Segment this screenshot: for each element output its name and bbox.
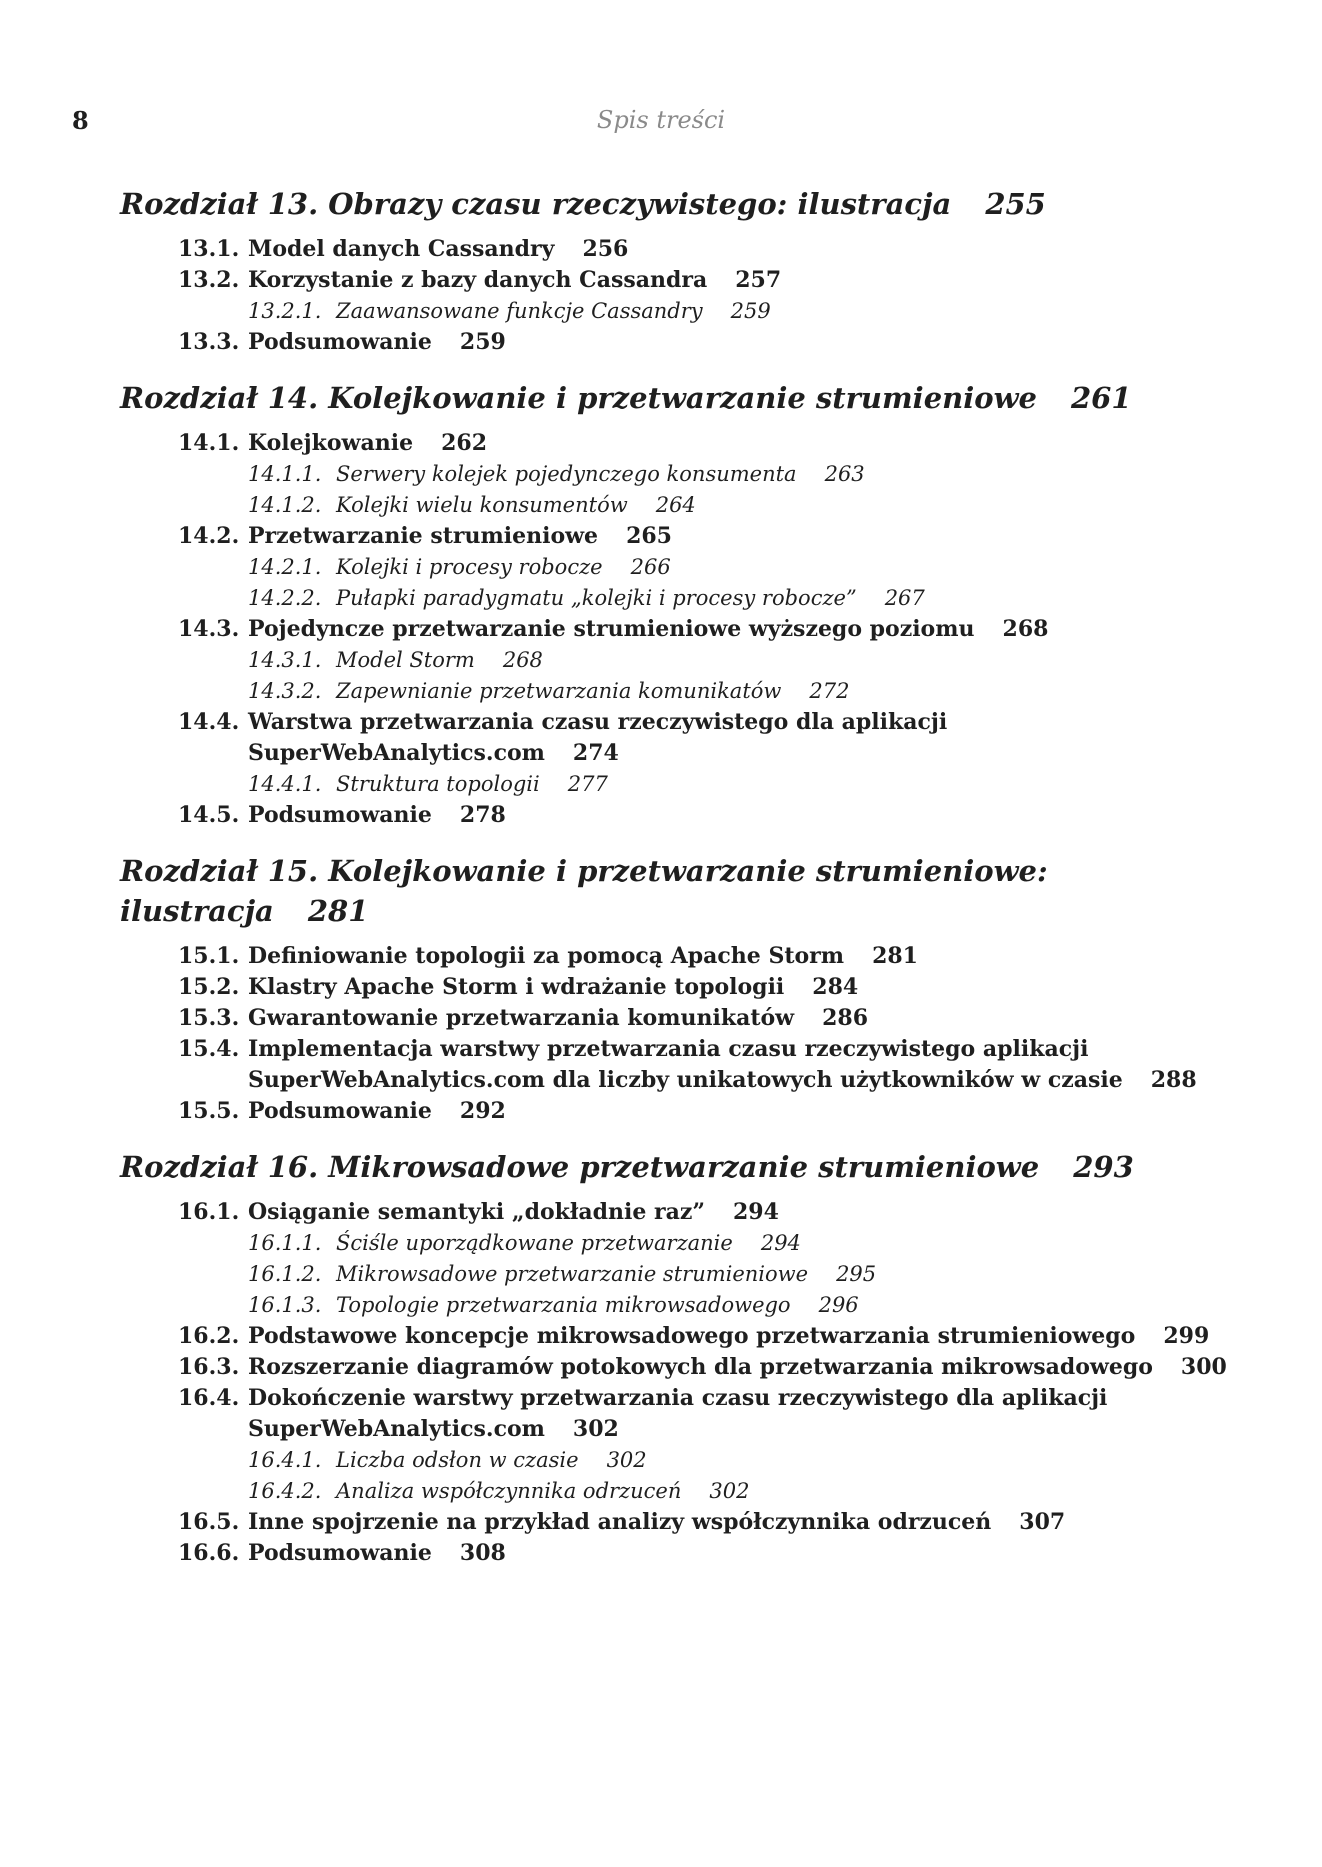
running-title: Spis treści xyxy=(596,106,726,134)
entry-title: Model danych Cassandry xyxy=(248,236,555,262)
toc-section[interactable] xyxy=(120,265,1260,296)
entry-page-number: 307 xyxy=(1019,1509,1066,1535)
entry-title: Inne spojrzenie na przykład analizy współczynnika odrzuceń xyxy=(248,1509,992,1535)
entry-number: 13.2.1. xyxy=(248,299,322,323)
entry-number: 14.2. xyxy=(178,523,240,549)
toc-section[interactable] xyxy=(120,800,1260,831)
entry-title: Kolejki i procesy robocze xyxy=(336,555,603,579)
entry-title: Struktura topologii xyxy=(336,772,540,796)
entry-title: Dokończenie warstwy przetwarzania czasu rzeczywistego dla aplikacji SuperWebAnalytics.com xyxy=(248,1385,1108,1442)
toc-section[interactable] xyxy=(120,1197,1260,1228)
entry-number: 15.1. xyxy=(178,943,240,969)
toc-section[interactable] xyxy=(120,1003,1260,1034)
entry-page-number: 268 xyxy=(1002,616,1049,642)
entry-page-number: 265 xyxy=(626,523,672,549)
entry-page-number: 263 xyxy=(824,462,865,486)
entry-page-number: 259 xyxy=(459,329,506,355)
entry-number: 16.1.3. xyxy=(248,1293,322,1317)
chapter-title[interactable] xyxy=(120,851,1260,931)
entry-number: 16.1.1. xyxy=(248,1231,322,1255)
entry-page-number: 302 xyxy=(709,1479,750,1503)
entry-number: 15.4. xyxy=(178,1036,240,1062)
entry-number: 15.5. xyxy=(178,1098,240,1124)
chapter xyxy=(120,1147,1260,1569)
toc-subsection[interactable] xyxy=(120,1445,1260,1476)
entry-number: 14.3.1. xyxy=(248,648,322,672)
entry-page-number: 278 xyxy=(459,802,506,828)
chapter-title-text: Rozdział 14. Kolejkowanie i przetwarzanie strumieniowe xyxy=(120,381,1037,415)
entry-page-number: 286 xyxy=(822,1005,869,1031)
entry-page-number: 300 xyxy=(1180,1354,1227,1380)
entry-title: Korzystanie z bazy danych Cassandra xyxy=(248,267,708,293)
entry-title: Liczba odsłon w czasie xyxy=(336,1448,579,1472)
entry-page-number: 257 xyxy=(735,267,782,293)
entry-title: Podsumowanie xyxy=(248,1540,432,1566)
entry-title: Implementacja warstwy przetwarzania czasu rzeczywistego aplikacji SuperWebAnalytics.com dla liczby unikatowych użytkowników w czasie xyxy=(248,1036,1123,1093)
entry-number: 15.3. xyxy=(178,1005,240,1031)
entry-number: 14.4.1. xyxy=(248,772,322,796)
entry-number: 16.1. xyxy=(178,1199,240,1225)
toc-section[interactable] xyxy=(120,1538,1260,1569)
entry-title: Podstawowe koncepcje mikrowsadowego przetwarzania strumieniowego xyxy=(248,1323,1136,1349)
entry-page-number: 266 xyxy=(630,555,671,579)
toc-subsection[interactable] xyxy=(120,552,1260,583)
entry-number: 13.2. xyxy=(178,267,240,293)
entry-number: 16.1.2. xyxy=(248,1262,322,1286)
entry-page-number: 308 xyxy=(459,1540,506,1566)
entry-title: Topologie przetwarzania mikrowsadowego xyxy=(336,1293,791,1317)
table-of-contents xyxy=(120,184,1260,1589)
toc-section[interactable] xyxy=(120,428,1260,459)
toc-subsection[interactable] xyxy=(120,490,1260,521)
entry-title: Osiąganie semantyki „dokładnie raz” xyxy=(248,1199,705,1225)
entry-title: Definiowanie topologii za pomocą Apache Storm xyxy=(248,943,845,969)
entry-page-number: 296 xyxy=(818,1293,859,1317)
entry-page-number: 277 xyxy=(567,772,608,796)
chapter xyxy=(120,378,1260,831)
entry-page-number: 262 xyxy=(441,430,488,456)
toc-section[interactable] xyxy=(120,1352,1260,1383)
toc-subsection[interactable] xyxy=(120,459,1260,490)
entry-title: Podsumowanie xyxy=(248,329,432,355)
toc-section[interactable] xyxy=(120,1096,1260,1127)
entry-number: 16.5. xyxy=(178,1509,240,1535)
entry-page-number: 292 xyxy=(459,1098,506,1124)
toc-section[interactable] xyxy=(120,972,1260,1003)
entry-title: Klastry Apache Storm i wdrażanie topologii xyxy=(248,974,785,1000)
chapter-title-text: Rozdział 13. Obrazy czasu rzeczywistego: ilustracja xyxy=(120,187,952,221)
entry-number: 14.1. xyxy=(178,430,240,456)
page-header xyxy=(0,106,1322,136)
chapter-title-text: Rozdział 15. Kolejkowanie i przetwarzanie strumieniowe: ilustracja xyxy=(120,854,1048,928)
toc-subsection[interactable] xyxy=(120,645,1260,676)
toc-section[interactable] xyxy=(120,614,1260,645)
toc-subsection[interactable] xyxy=(120,296,1260,327)
entry-page-number: 284 xyxy=(812,974,859,1000)
entry-number: 16.4.1. xyxy=(248,1448,322,1472)
toc-section[interactable] xyxy=(120,234,1260,265)
toc-section[interactable] xyxy=(120,327,1260,358)
entry-title: Podsumowanie xyxy=(248,1098,432,1124)
entry-page-number: 294 xyxy=(732,1199,779,1225)
entry-number: 14.3.2. xyxy=(248,679,322,703)
entry-page-number: 294 xyxy=(760,1231,801,1255)
entry-number: 16.3. xyxy=(178,1354,240,1380)
entry-title: Warstwa przetwarzania czasu rzeczywistego dla aplikacji SuperWebAnalytics.com xyxy=(248,709,948,766)
entry-number: 14.5. xyxy=(178,802,240,828)
entry-number: 14.3. xyxy=(178,616,240,642)
toc-section[interactable] xyxy=(120,1034,1260,1096)
toc-section[interactable] xyxy=(120,941,1260,972)
entry-page-number: 302 xyxy=(606,1448,647,1472)
entry-number: 13.1. xyxy=(178,236,240,262)
entry-title: Podsumowanie xyxy=(248,802,432,828)
chapter-page-number: 255 xyxy=(985,187,1046,221)
chapter xyxy=(120,184,1260,358)
toc-section[interactable] xyxy=(120,521,1260,552)
toc-subsection[interactable] xyxy=(120,1290,1260,1321)
toc-subsection[interactable] xyxy=(120,583,1260,614)
entry-number: 14.4. xyxy=(178,709,240,735)
entry-number: 16.4.2. xyxy=(248,1479,322,1503)
toc-subsection[interactable] xyxy=(120,1476,1260,1507)
entry-title: Ściśle uporządkowane przetwarzanie xyxy=(336,1231,733,1255)
entry-number: 14.2.2. xyxy=(248,586,322,610)
toc-subsection[interactable] xyxy=(120,1228,1260,1259)
chapter-page-number: 281 xyxy=(307,894,369,928)
page-number: 8 xyxy=(72,106,89,135)
entry-number: 13.3. xyxy=(178,329,240,355)
entry-number: 14.1.1. xyxy=(248,462,322,486)
toc-section[interactable] xyxy=(120,1383,1260,1445)
entry-page-number: 281 xyxy=(872,943,918,969)
entry-page-number: 268 xyxy=(502,648,543,672)
chapter-title-text: Rozdział 16. Mikrowsadowe przetwarzanie strumieniowe xyxy=(120,1150,1040,1184)
toc-subsection[interactable] xyxy=(120,676,1260,707)
entry-title: Pułapki paradygmatu „kolejki i procesy robocze” xyxy=(336,586,857,610)
entry-title: Kolejki wielu konsumentów xyxy=(336,493,628,517)
entry-title: Serwery kolejek pojedynczego konsumenta xyxy=(336,462,797,486)
entry-page-number: 274 xyxy=(572,740,619,766)
toc-section[interactable] xyxy=(120,1321,1260,1352)
entry-title: Mikrowsadowe przetwarzanie strumieniowe xyxy=(336,1262,809,1286)
chapter-title[interactable] xyxy=(120,378,1260,418)
toc-section[interactable] xyxy=(120,1507,1260,1538)
entry-title: Kolejkowanie xyxy=(248,430,414,456)
entry-page-number: 302 xyxy=(572,1416,619,1442)
entry-number: 16.4. xyxy=(178,1385,240,1411)
chapter-title[interactable] xyxy=(120,184,1260,224)
entry-page-number: 259 xyxy=(730,299,771,323)
entry-number: 14.2.1. xyxy=(248,555,322,579)
entry-page-number: 272 xyxy=(809,679,850,703)
entry-page-number: 288 xyxy=(1150,1067,1197,1093)
entry-number: 16.2. xyxy=(178,1323,240,1349)
chapter-page-number: 261 xyxy=(1071,381,1132,415)
chapter-title[interactable] xyxy=(120,1147,1260,1187)
entry-title: Rozszerzanie diagramów potokowych dla przetwarzania mikrowsadowego xyxy=(248,1354,1153,1380)
entry-title: Model Storm xyxy=(336,648,475,672)
entry-title: Analiza współczynnika odrzuceń xyxy=(336,1479,682,1503)
entry-title: Zapewnianie przetwarzania komunikatów xyxy=(336,679,782,703)
entry-page-number: 299 xyxy=(1163,1323,1210,1349)
entry-page-number: 295 xyxy=(836,1262,877,1286)
entry-number: 16.6. xyxy=(178,1540,240,1566)
toc-subsection[interactable] xyxy=(120,769,1260,800)
toc-subsection[interactable] xyxy=(120,1259,1260,1290)
entry-page-number: 267 xyxy=(884,586,925,610)
entry-page-number: 256 xyxy=(582,236,629,262)
chapter xyxy=(120,851,1260,1127)
entry-title: Przetwarzanie strumieniowe xyxy=(248,523,599,549)
toc-section[interactable] xyxy=(120,707,1260,769)
entry-title: Gwarantowanie przetwarzania komunikatów xyxy=(248,1005,795,1031)
entry-page-number: 264 xyxy=(655,493,696,517)
entry-title: Zaawansowane funkcje Cassandry xyxy=(336,299,703,323)
chapter-page-number: 293 xyxy=(1073,1150,1134,1184)
entry-number: 14.1.2. xyxy=(248,493,322,517)
entry-number: 15.2. xyxy=(178,974,240,1000)
entry-title: Pojedyncze przetwarzanie strumieniowe wyższego poziomu xyxy=(248,616,975,642)
